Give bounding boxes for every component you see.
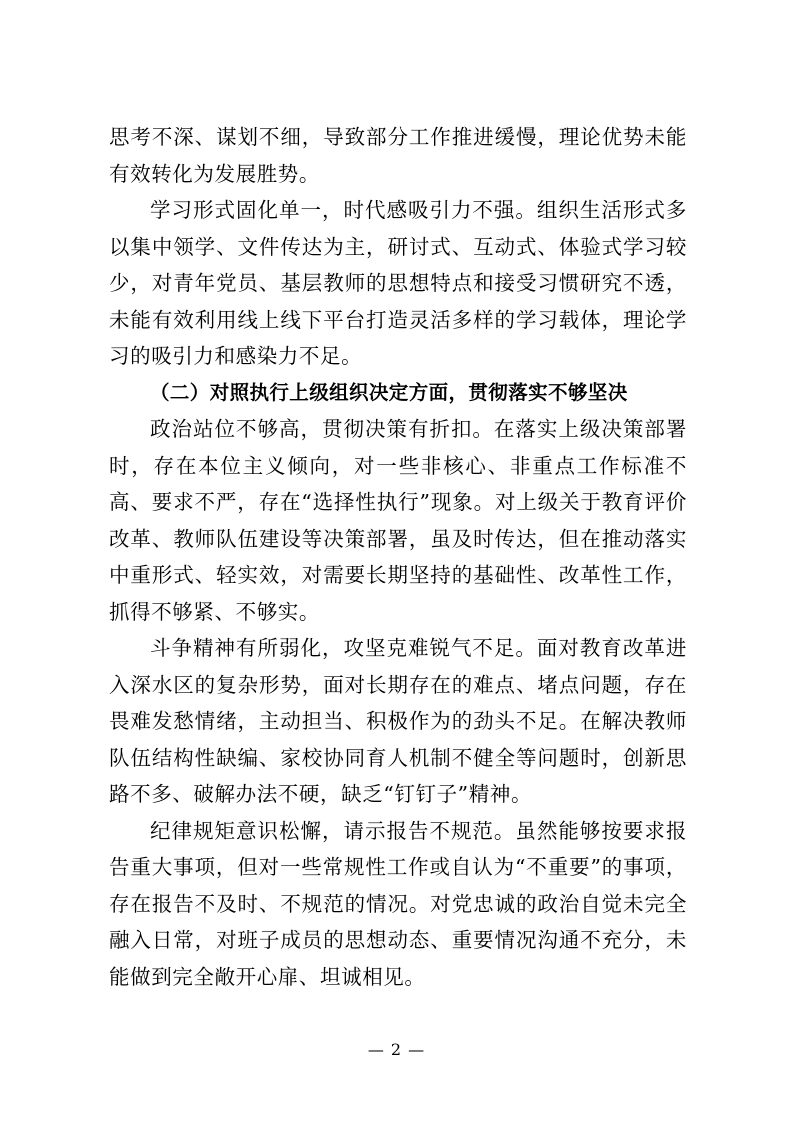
paragraph-discipline: 纪律规矩意识松懈，请示报告不规范。虽然能够按要求报告重大事项，但对一些常规性工作或自认为“不重要”的事项，存在报告不及时、不规范的情况。对党忠诚的政治自觉未完全融入日常，对班子成员的思想动态、重要情况沟通不充分，未能做到完全敞开心扉、坦诚相见。 [109,818,687,989]
paragraph-continued: 思考不深、谋划不细，导致部分工作推进缓慢，理论优势未能有效转化为发展胜势。 [109,125,687,186]
paragraph-fighting-spirit: 斗争精神有所弱化，攻坚克难锐气不足。面对教育改革进入深水区的复杂形势，面对长期存在的难点、堵点问题，存在畏难发愁情绪，主动担当、积极作为的劲头不足。在解决教师队伍结构性缺编、家校协同育人机制不健全等问题时，创新思路不多、破解办法不硬，缺乏“钉钉子”精神。 [109,636,687,806]
paragraph-political-stance: 政治站位不够高，贯彻决策有折扣。在落实上级决策部署时，存在本位主义倾向，对一些非核心、非重点工作标准不高、要求不严，存在“选择性执行”现象。对上级关于教育评价改革、教师队伍建设等决策部署，虽及时传达，但在推动落实中重形式、轻实效，对需要长期坚持的基础性、改革性工作，抓得不够紧、不够实。 [109,417,687,624]
document-body [109,119,687,995]
paragraph-study-form: 学习形式固化单一，时代感吸引力不强。组织生活形式多以集中领学、文件传达为主，研讨式、互动式、体验式学习较少，对青年党员、基层教师的思想特点和接受习惯研究不透，未能有效利用线上线下平台打造灵活多样的学习载体，理论学习的吸引力和感染力不足。 [109,198,687,368]
page-number: — 2 — [367,1040,426,1059]
section-heading: （二）对照执行上级组织决定方面，贯彻落实不够坚决 [150,380,628,404]
